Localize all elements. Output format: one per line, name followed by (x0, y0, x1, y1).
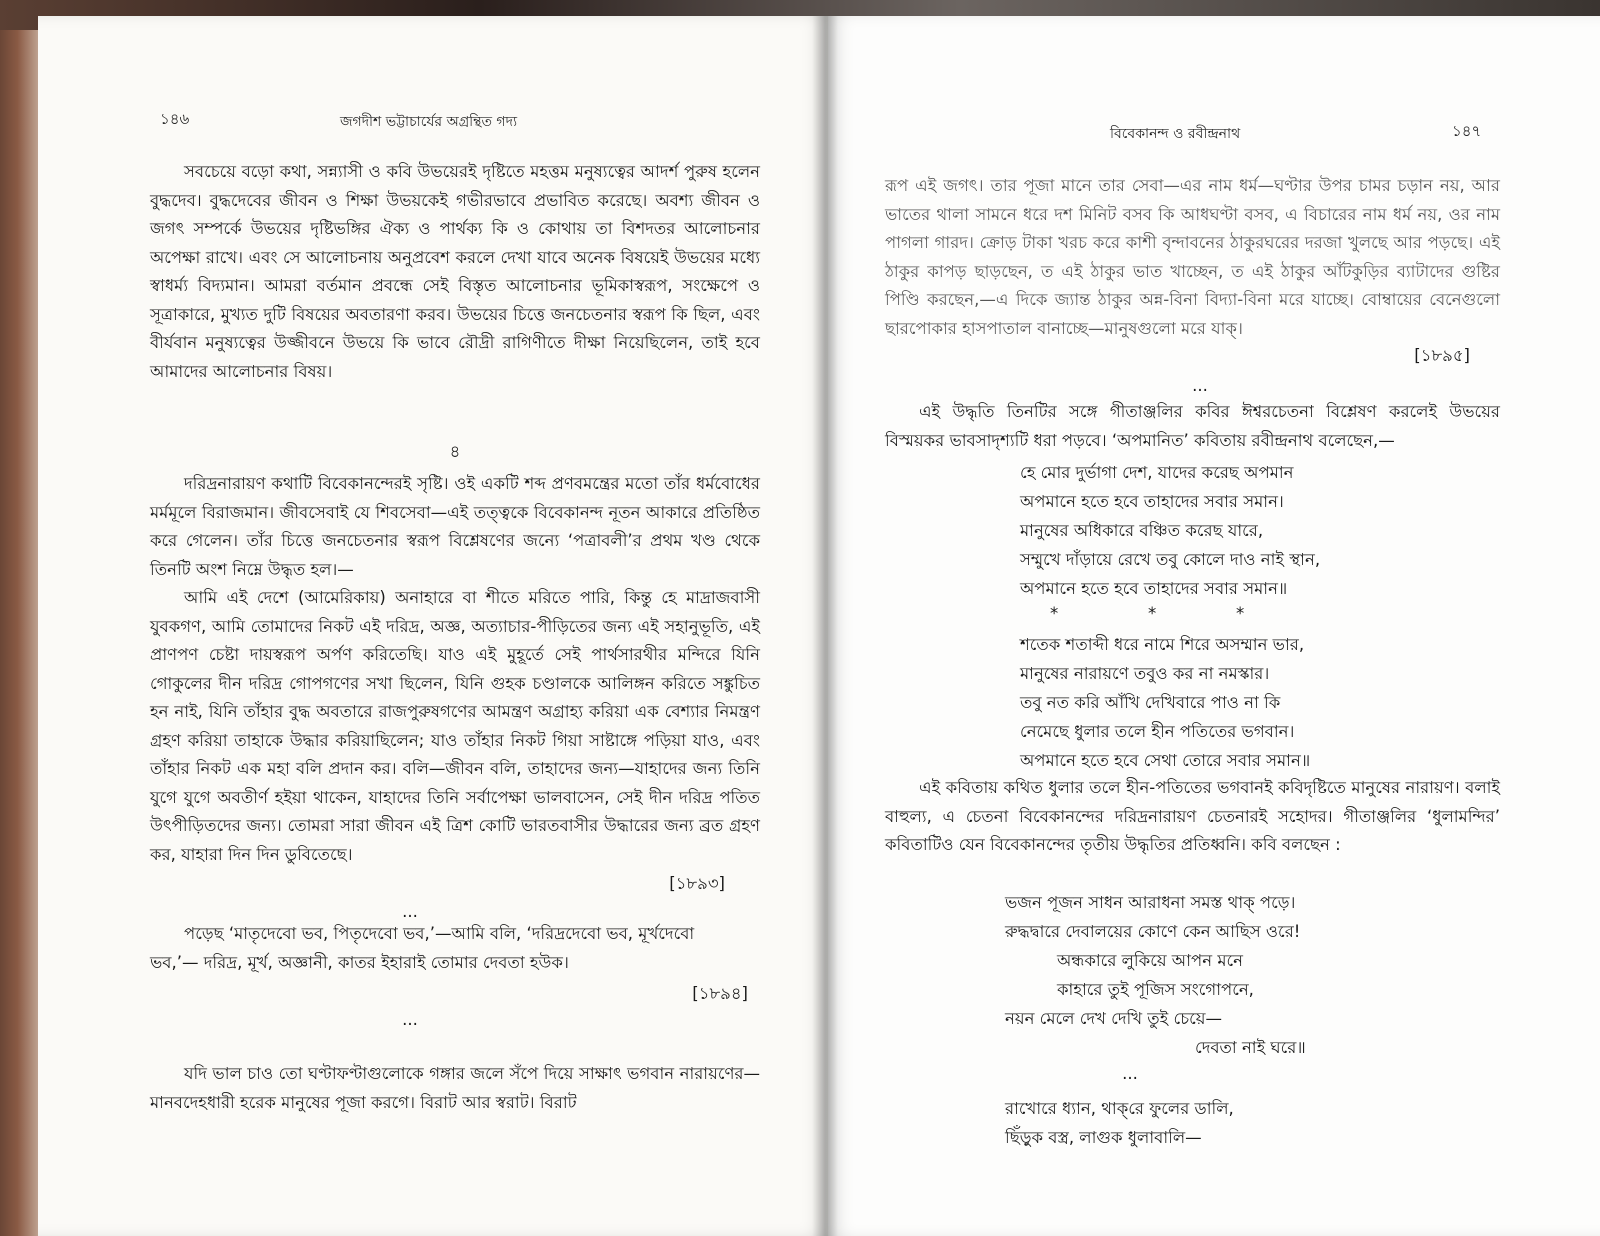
right-running-head: বিবেকানন্দ ও রবীন্দ্রনাথ (1110, 126, 1241, 142)
stanza-separator-star-3: * (1236, 604, 1245, 623)
left-ellipsis-1: ... (402, 902, 418, 921)
left-paragraph-1: সবচেয়ে বড়ো কথা, সন্ন্যাসী ও কবি উভয়েরই দৃষ্টিতে মহত্তম মনুষ্যত্বের আদর্শ পুরুষ হলেন বুদ্ধদেব। বুদ্ধদেবের জীবন ও শিক্ষা উভয়কেই গভীরভাবে প্রভাবিত করেছে। অবশ্য জীবন ও জগৎ সম্পর্কে উভয়ের দৃষ্টিভঙ্গির ঐক্য ও পার্থক্য কি ও কোথায় তা বিশদতর আলোচনার অপেক্ষা রাখে। এবং সে আলোচনায় অনুপ্রবেশ করলে দেখা যাবে অনেক বিষয়েই উভয়ের মধ্যে স্বাধর্ম্য বিদ্যমান। আমরা বর্তমান প্রবন্ধে সেই বিস্তৃত আলোচনার ভূমিকাস্বরূপ, সংক্ষেপে ও সূত্রাকারে, মুখ্যত দুটি বিষয়ের অবতারণা করব। উভয়ের চিত্তে জনচেতনার স্বরূপ কি ছিল, এবং বীর্যবান মনুষ্যত্বের উজ্জীবনে উভয়ে কি ভাবে রৌদ্রী রাগিণীতে দীক্ষা নিয়েছিলেন, তাই হবে আমাদের আলোচনার বিষয়। (150, 162, 760, 381)
quote-1895-start: যদি ভাল চাও তো ঘণ্টাফণ্টাগুলোকে গঙ্গার জলে সঁপে দিয়ে সাক্ষাৎ ভগবান নারায়ণের—মানবদেহধারী হরেক মানুষের পূজা করগে। বিরাট আর স্বরাট। বিরাট (150, 1064, 760, 1112)
poem-dhulamandir (1005, 888, 1306, 1062)
poem-line: ছিঁড়ুক বস্ত্র, লাগুক ধুলাবালি— (1005, 1128, 1202, 1147)
poem-line: অপমানে হতে হবে তাহাদের সবার সমান। (1020, 492, 1284, 511)
poem-line: ভজন পূজন সাধন আরাধনা সমস্ত থাক্ পড়ে। (1005, 893, 1296, 912)
quote-1895-continuation: রূপ এই জগৎ। তার পূজা মানে তার সেবা—এর নাম ধর্ম—ঘণ্টার উপর চামর চড়ান নয়, আর ভাতের থালা সামনে ধরে দশ মিনিট বসব কি আধঘণ্টা বসব, এ বিচারের নাম ধর্ম নয়, ওর নাম পাগলা গারদ। ক্রোড় টাকা খরচ করে কাশী বৃন্দাবনের ঠাকুরঘরের দরজা খুলছে আর পড়ছে। এই ঠাকুর কাপড় ছাড়ছেন, ত এই ঠাকুর ভাত খাচ্ছেন, ত এই ঠাকুর আঁটকুড়ির ব্যাটাদের গুষ্টির পিণ্ডি করছেন,—এ দিকে জ্যান্ত ঠাকুর অন্ন-বিনা বিদ্যা-বিনা মরে যাচ্ছে। বোম্বায়ের বেনেগুলো ছারপোকার হাসপাতাল বানাচ্ছে—মানুষগুলো মরে যাক্। (885, 176, 1500, 338)
right-paragraph-after: এই কবিতায় কথিত ধুলার তলে হীন-পতিতের ভগবানই কবিদৃষ্টিতে মানুষের নারায়ণ। বলাই বাহুল্য, এ চেতনা বিবেকানন্দের দরিদ্রনারায়ণ চেতনারই সহোদর। গীতাঞ্জলির ‘ধুলামন্দির’ কবিতাটিও যেন বিবেকানন্দের তৃতীয় উদ্ধৃতির প্রতিধ্বনি। কবি বলছেন : (885, 778, 1500, 854)
quote-1893-year: [১৮৯৩] (669, 874, 725, 893)
quote-1895-year: [১৮৯৫] (1414, 346, 1470, 365)
poem-line: দেবতা নাই ঘরে॥ (1195, 1038, 1306, 1057)
right-ellipsis-1: ... (1192, 376, 1208, 395)
poem-apamanita-stanza-1 (1020, 458, 1320, 603)
right-paragraph-intro: এই উদ্ধৃতি তিনটির সঙ্গে গীতাঞ্জলির কবির ঈশ্বরচেতনা বিশ্লেষণ করলেই উভয়ের বিস্ময়কর ভাবসাদৃশ্যটি ধরা পড়বে। ‘অপমানিত’ কবিতায় রবীন্দ্রনাথ বলেছেন,— (885, 402, 1500, 450)
poem-line: কাহারে তুই পূজিস সংগোপনে, (1057, 980, 1254, 999)
quote-1894: পড়েছ ‘মাতৃদেবো ভব, পিতৃদেবো ভব,’—আমি বলি, ‘দরিদ্রদেবো ভব, মূর্খদেবো ভব,’— দরিদ্র, মূর্খ, অজ্ঞানী, কাতর ইহারাই তোমার দেবতা হউক। (150, 924, 695, 972)
left-running-head: জগদীশ ভট্টাচার্যের অগ্রন্থিত গদ্য (340, 114, 517, 130)
poem-line: মানুষের অধিকারে বঞ্চিত করেছ যারে, (1020, 521, 1264, 540)
right-ellipsis-2: ... (1122, 1064, 1138, 1083)
stanza-separator-star-2: * (1148, 604, 1157, 623)
section-number: ৪ (449, 442, 461, 461)
poem-line: মানুষের নারায়ণে তবুও কর না নমস্কার। (1020, 664, 1270, 683)
poem-line: শতেক শতাব্দী ধরে নামে শিরে অসম্মান ভার, (1020, 635, 1305, 654)
poem-line: হে মোর দুর্ভাগা দেশ, যাদের করেছ অপমান (1020, 463, 1294, 482)
poem-line: রুদ্ধদ্বারে দেবালয়ের কোণে কেন আছিস ওরে! (1005, 922, 1301, 941)
poem-line: রাখোরে ধ্যান, থাক্‌রে ফুলের ডালি, (1005, 1099, 1234, 1118)
poem-line: সম্মুখে দাঁড়ায়ে রেখে তবু কোলে দাও নাই স্থান, (1020, 550, 1321, 569)
poem-line: অপমানে হতে হবে তাহাদের সবার সমান॥ (1020, 579, 1288, 598)
poem-line: তবু নত করি আঁখি দেখিবারে পাও না কি (1020, 693, 1281, 712)
left-ellipsis-2: ... (402, 1010, 418, 1029)
book-gutter (812, 16, 838, 1236)
right-page-number: ১৪৭ (1452, 122, 1482, 140)
poem-line: অন্ধকারে লুকিয়ে আপন মনে (1057, 951, 1243, 970)
quote-1893: আমি এই দেশে (আমেরিকায়) অনাহারে বা শীতে মরিতে পারি, কিন্তু হে মাদ্রাজবাসী যুবকগণ, আমি তোমাদের নিকট এই দরিদ্র, অজ্ঞ, অত্যাচার-পীড়িতের জন্য এই সহানুভূতি, এই প্রাণপণ চেষ্টা দায়স্বরূপ অর্পণ করিতেছি। যাও এই মুহূর্তে সেই পার্থসারথীর মন্দিরে যিনি গোকুলের দীন দরিদ্র গোপগণের সখা ছিলেন, যিনি গুহক চণ্ডালকে আলিঙ্গন করিতে সঙ্কুচিত হন নাই, যিনি তাঁহার বুদ্ধ অবতারে রাজপুরুষগণের আমন্ত্রণ অগ্রাহ্য করিয়া এক বেশ্যার নিমন্ত্রণ গ্রহণ করিয়া তাহাকে উদ্ধার করিয়াছিলেন; যাও তাঁহার নিকট গিয়া সাষ্টাঙ্গে পড়িয়া যাও, এবং তাঁহার নিকট এক মহা বলি প্রদান কর। বলি—জীবন বলি, তাহাদের জন্য—যাহাদের জন্য তিনি যুগে যুগে অবতীর্ণ হইয়া থাকেন, যাহাদের তিনি সর্বাপেক্ষা ভালবাসেন, সেই দীন দরিদ্র পতিত উৎপীড়িতদের জন্য। তোমরা সারা জীবন এই ত্রিশ কোটি ভারতবাসীর উদ্ধারের জন্য ব্রত গ্রহণ কর, যাহারা দিন দিন ডুবিতেছে। (150, 588, 760, 864)
left-page-number: ১৪৬ (160, 110, 190, 128)
poem-line: নয়ন মেলে দেখ দেখি তুই চেয়ে— (1005, 1009, 1222, 1028)
poem-apamanita-stanza-2 (1020, 630, 1310, 775)
poem-line: অপমানে হতে হবে সেথা তোরে সবার সমান॥ (1020, 751, 1311, 770)
poem-dhulamandir-continued (1005, 1094, 1234, 1152)
left-paragraph-2: দরিদ্রনারায়ণ কথাটি বিবেকানন্দেরই সৃষ্টি। ওই একটি শব্দ প্রণবমন্ত্রের মতো তাঁর ধর্মবোধের মর্মমূলে বিরাজমান। জীবসেবাই যে শিবসেবা—এই তত্ত্বকে বিবেকানন্দ নূতন আকারে প্রতিষ্ঠিত করে গেলেন। তাঁর চিত্তে জনচেতনার স্বরূপ বিশ্লেষণের জন্যে ‘পত্রাবলী’র প্রথম খণ্ড থেকে তিনটি অংশ নিম্নে উদ্ধৃত হল।— (150, 474, 760, 579)
poem-line: নেমেছে ধুলার তলে হীন পতিতের ভগবান। (1020, 722, 1295, 741)
stanza-separator-star-1: * (1050, 604, 1059, 623)
quote-1894-year: [১৮৯৪] (692, 984, 748, 1003)
